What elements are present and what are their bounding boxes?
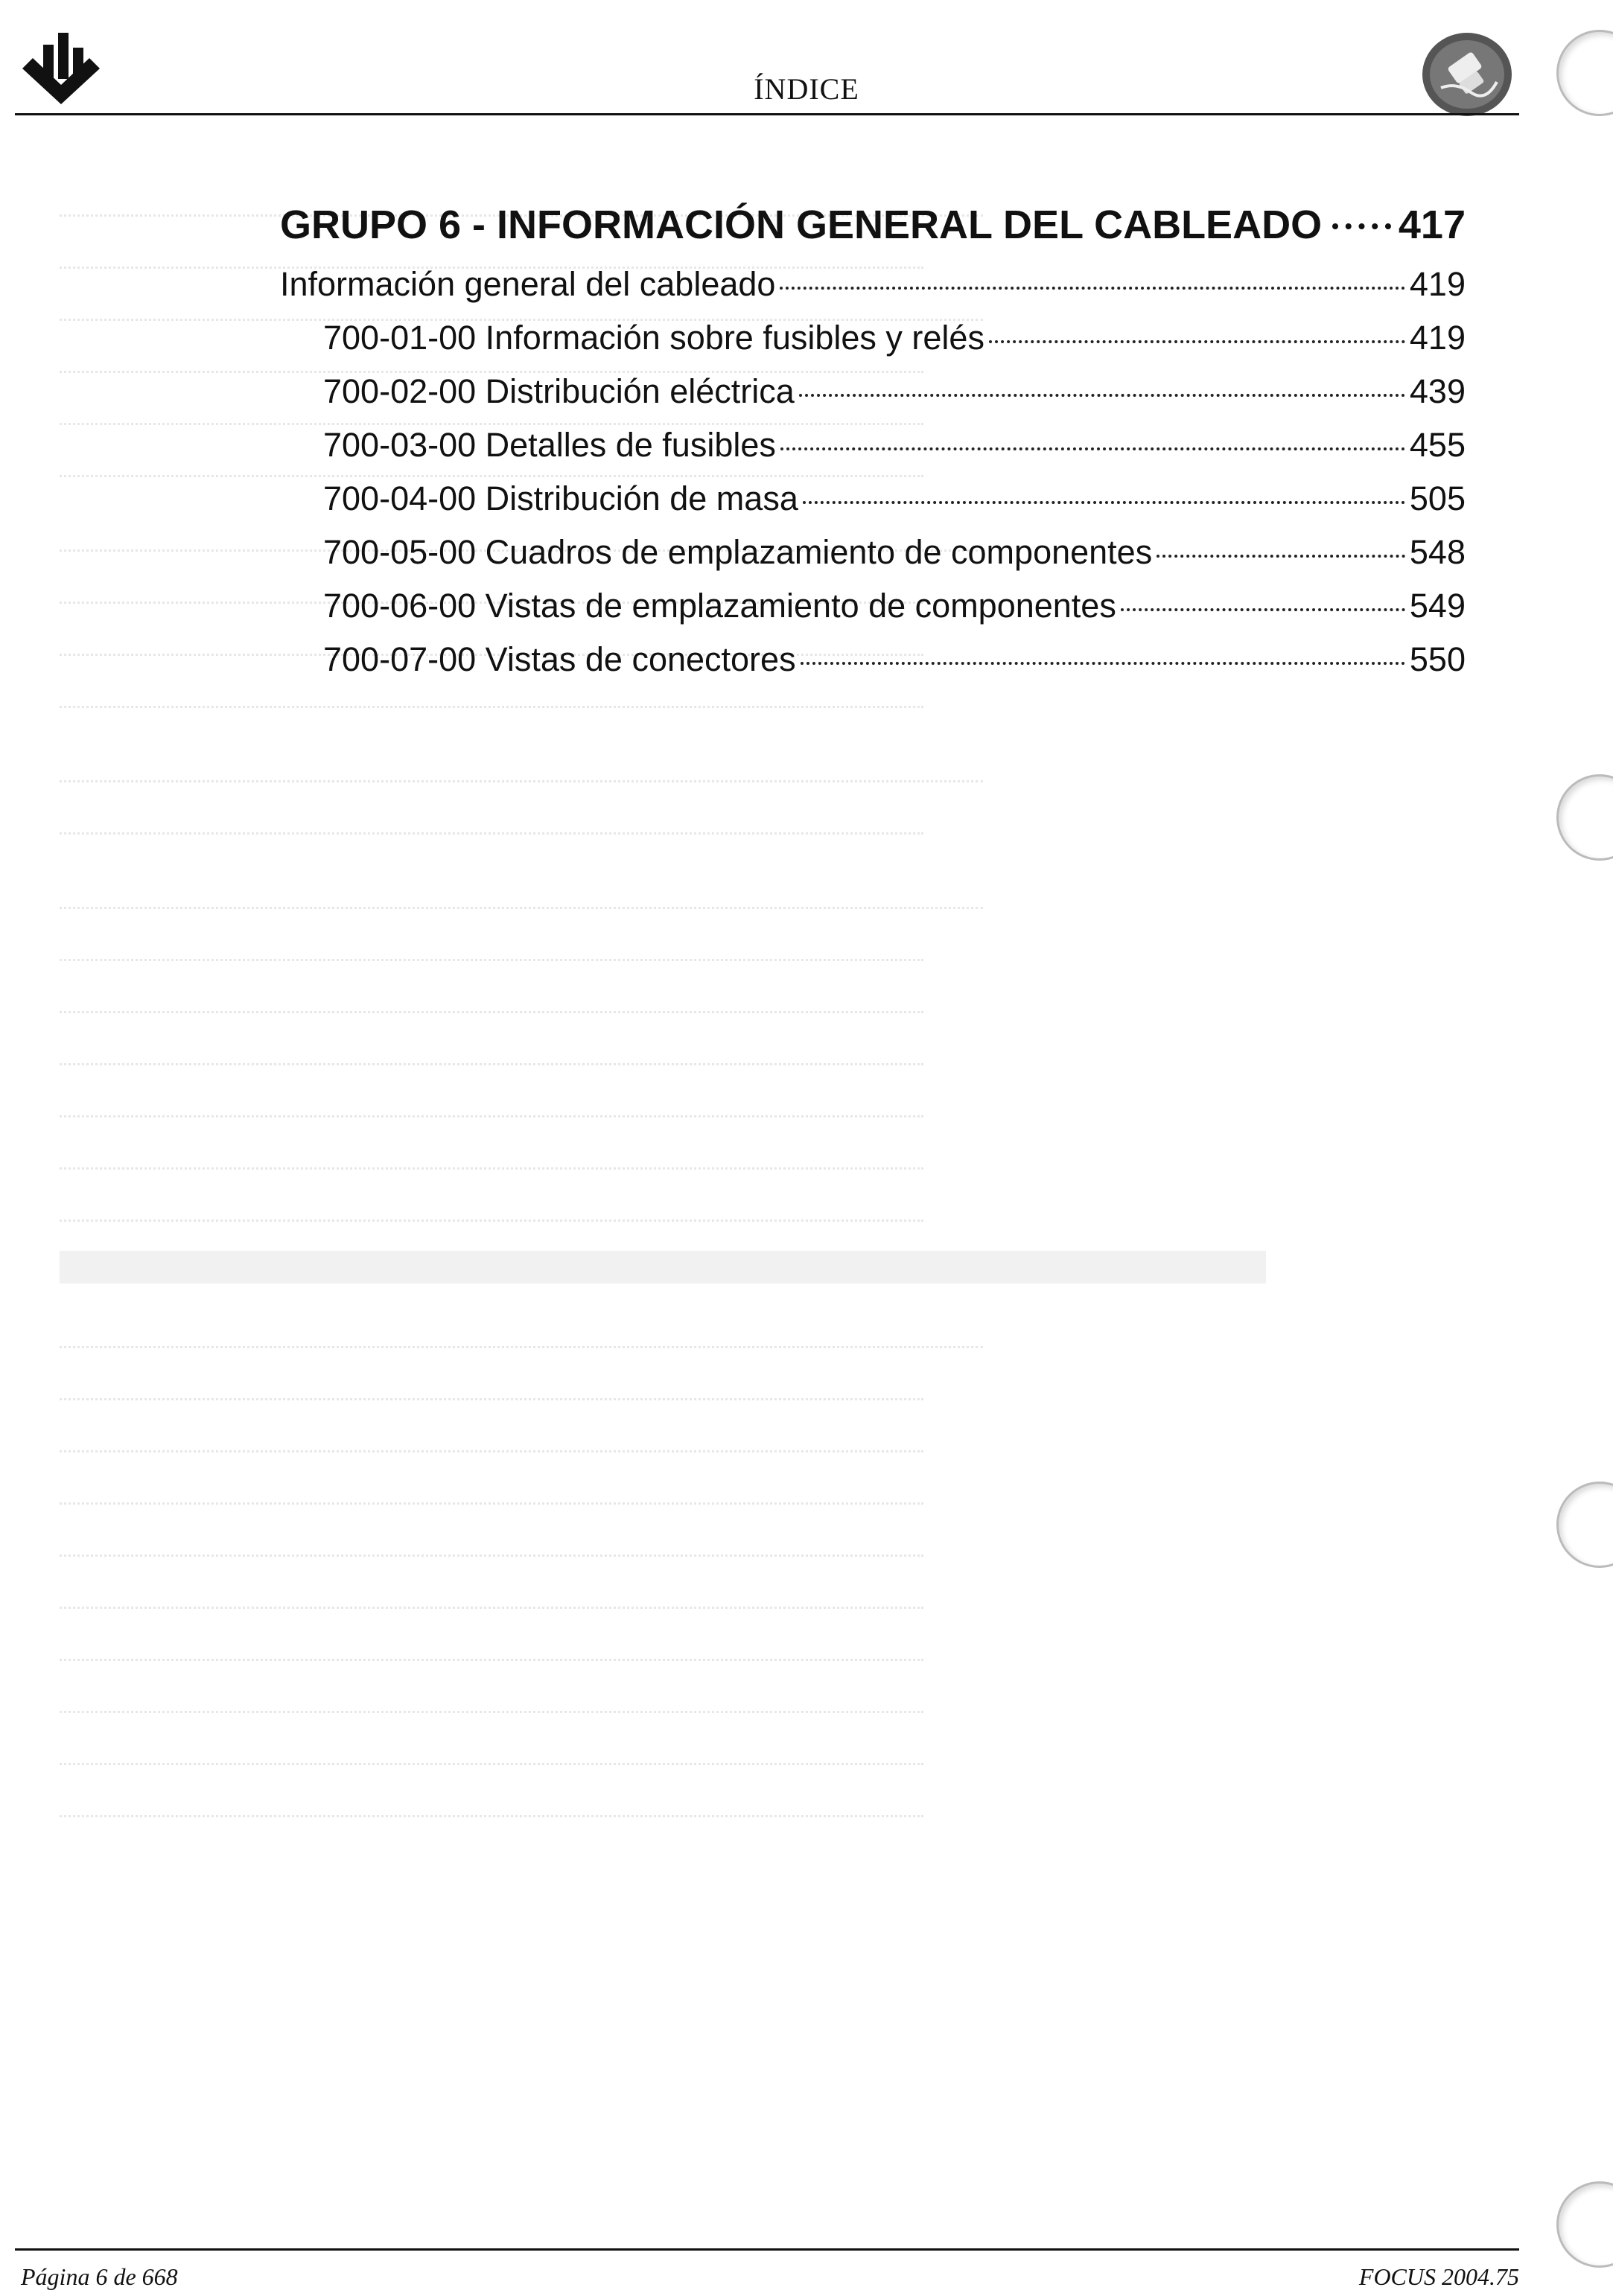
toc-entry-page: 439 xyxy=(1409,372,1466,410)
dot-leader xyxy=(780,447,1405,450)
toc-entry[interactable] xyxy=(280,311,1466,365)
toc-entry[interactable] xyxy=(280,633,1466,686)
toc-entry-page: 550 xyxy=(1409,640,1466,678)
page-header-title: ÍNDICE xyxy=(754,72,859,106)
toc-group-heading[interactable] xyxy=(280,192,1466,258)
dot-leader xyxy=(801,662,1405,665)
binder-hole xyxy=(1556,774,1613,861)
toc-entry[interactable] xyxy=(280,526,1466,579)
page-number: Página 6 de 668 xyxy=(21,2263,178,2290)
dot-leader xyxy=(803,501,1405,504)
toc-section[interactable] xyxy=(280,258,1466,311)
document-id: FOCUS 2004.75 xyxy=(1358,2263,1519,2290)
toc-entry[interactable] xyxy=(280,365,1466,418)
toc-entry-label: 700-07-00 Vistas de conectores xyxy=(323,640,796,678)
dot-leader xyxy=(799,394,1405,397)
toc-entry-page: 549 xyxy=(1409,587,1466,625)
toc-entry-label: 700-02-00 Distribución eléctrica xyxy=(323,372,795,410)
toc-entry-page: 455 xyxy=(1409,426,1466,464)
binder-hole xyxy=(1556,1482,1613,1568)
toc-section-label: Información general del cableado xyxy=(280,265,776,303)
toc-entry-page: 505 xyxy=(1409,479,1466,517)
toc-entry-label: 700-04-00 Distribución de masa xyxy=(323,479,798,517)
dot-leader xyxy=(1121,608,1405,611)
dot-leader xyxy=(780,287,1404,290)
binder-hole xyxy=(1556,2181,1613,2268)
wiring-section-icon xyxy=(1419,30,1515,119)
toc-entry[interactable] xyxy=(280,418,1466,472)
toc-entry-label: 700-05-00 Cuadros de emplazamiento de componentes xyxy=(323,533,1153,571)
toc-entry-page: 419 xyxy=(1409,319,1466,357)
dot-leader xyxy=(1332,223,1391,229)
dot-leader xyxy=(989,340,1405,343)
footer-rule xyxy=(15,2248,1519,2251)
toc-entry-page: 548 xyxy=(1409,533,1466,571)
toc-entry[interactable] xyxy=(280,472,1466,526)
toc-entry-label: 700-06-00 Vistas de emplazamiento de componentes xyxy=(323,587,1116,625)
toc-section-page: 419 xyxy=(1409,265,1466,303)
toc-group-page: 417 xyxy=(1398,203,1466,247)
dot-leader xyxy=(1157,555,1405,558)
toc-group-label: GRUPO 6 - INFORMACIÓN GENERAL DEL CABLEADO xyxy=(280,203,1323,247)
table-of-contents xyxy=(280,192,1466,686)
header-rule xyxy=(15,113,1519,115)
toc-entry-label: 700-01-00 Información sobre fusibles y relés xyxy=(323,319,984,357)
toc-entry[interactable] xyxy=(280,579,1466,633)
toc-entry-label: 700-03-00 Detalles de fusibles xyxy=(323,426,776,464)
